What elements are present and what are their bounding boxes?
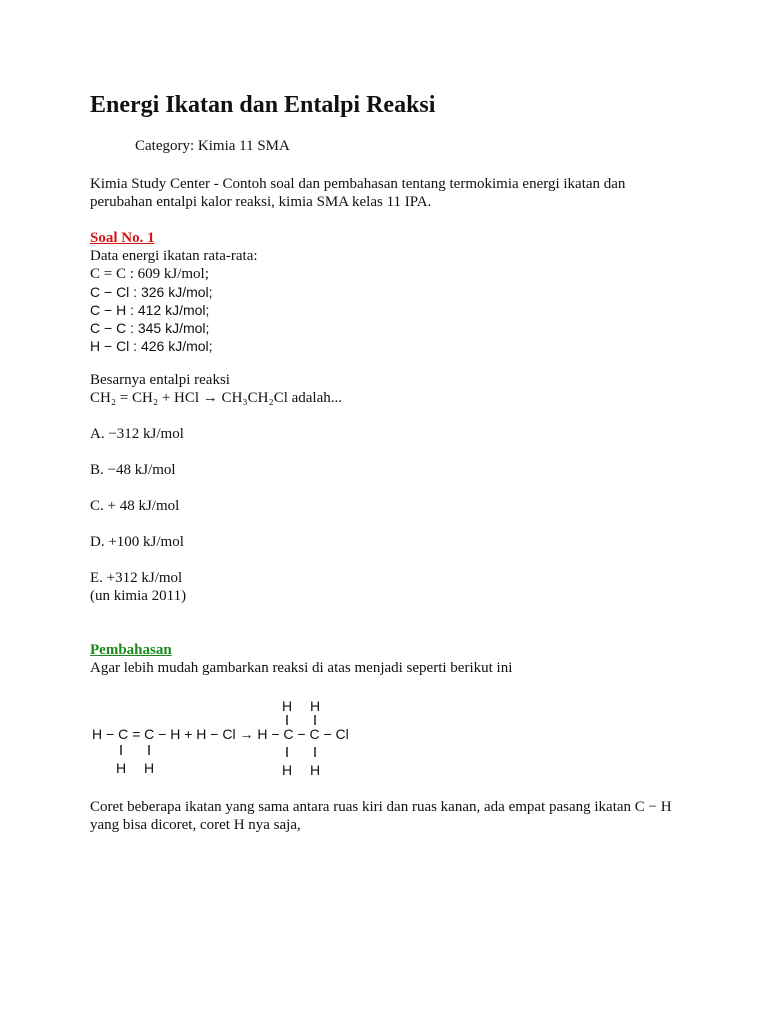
option-d: D. +100 kJ/mol (90, 534, 184, 550)
problem-section (90, 229, 258, 355)
h-label-bottom-1: H (116, 760, 127, 776)
reaction-equation: CH₂ = CH₂ + HCl → CH₃CH₂Cl adalah... (90, 390, 343, 406)
bond-item: C − H : 412 kJ/mol; (90, 302, 210, 318)
option-b: B. −48 kJ/mol (90, 462, 176, 478)
option-e: E. +312 kJ/mol (90, 570, 183, 586)
bond-item: H − Cl : 426 kJ/mol; (90, 338, 213, 354)
structure-svg (90, 693, 390, 783)
h-label-bottom-3: H (282, 762, 293, 778)
bond-item: C − Cl : 326 kJ/mol; (90, 284, 213, 300)
option-a: A. −312 kJ/mol (90, 426, 184, 442)
bond-item: C − C : 345 kJ/mol; (90, 320, 210, 336)
solution-text: Agar lebih mudah gambarkan reaksi di atas menjadi seperti berikut ini (90, 660, 513, 676)
bond-item: C = C : 609 kJ/mol; (90, 266, 209, 282)
problem-heading: Soal No. 1 (90, 230, 155, 246)
h-label-bottom-2: H (144, 760, 155, 776)
solution-paragraph-2: Coret beberapa ikatan yang sama antara ruas kiri dan ruas kanan, ada empat pasang ikatan C − H yang bisa dicoret, coret H nya saja, (90, 799, 672, 833)
h-label-top-1: H (282, 698, 293, 714)
bond-data-label: Data energi ikatan rata-rata: (90, 248, 258, 264)
category-label: Category: Kimia 11 SMA (135, 138, 290, 154)
h-label-bottom-4: H (310, 762, 321, 778)
structure-main-line: H − C = C − H + H − Cl → H − C − C − Cl (92, 726, 349, 742)
h-label-top-2: H (310, 698, 321, 714)
question-intro: Besarnya entalpi reaksi (90, 372, 230, 388)
intro-paragraph: Kimia Study Center - Contoh soal dan pembahasan tentang termokimia energi ikatan dan perubahan entalpi kalor reaksi, kimia SMA kelas 11 IPA. (90, 176, 626, 210)
solution-section (90, 641, 512, 677)
question-block (90, 371, 342, 407)
source-note: (un kimia 2011) (90, 588, 187, 604)
option-c: C. + 48 kJ/mol (90, 498, 180, 514)
reaction-structure-diagram (90, 693, 390, 783)
page-title: Energi Ikatan dan Entalpi Reaksi (90, 92, 436, 118)
solution-heading: Pembahasan (90, 642, 172, 658)
